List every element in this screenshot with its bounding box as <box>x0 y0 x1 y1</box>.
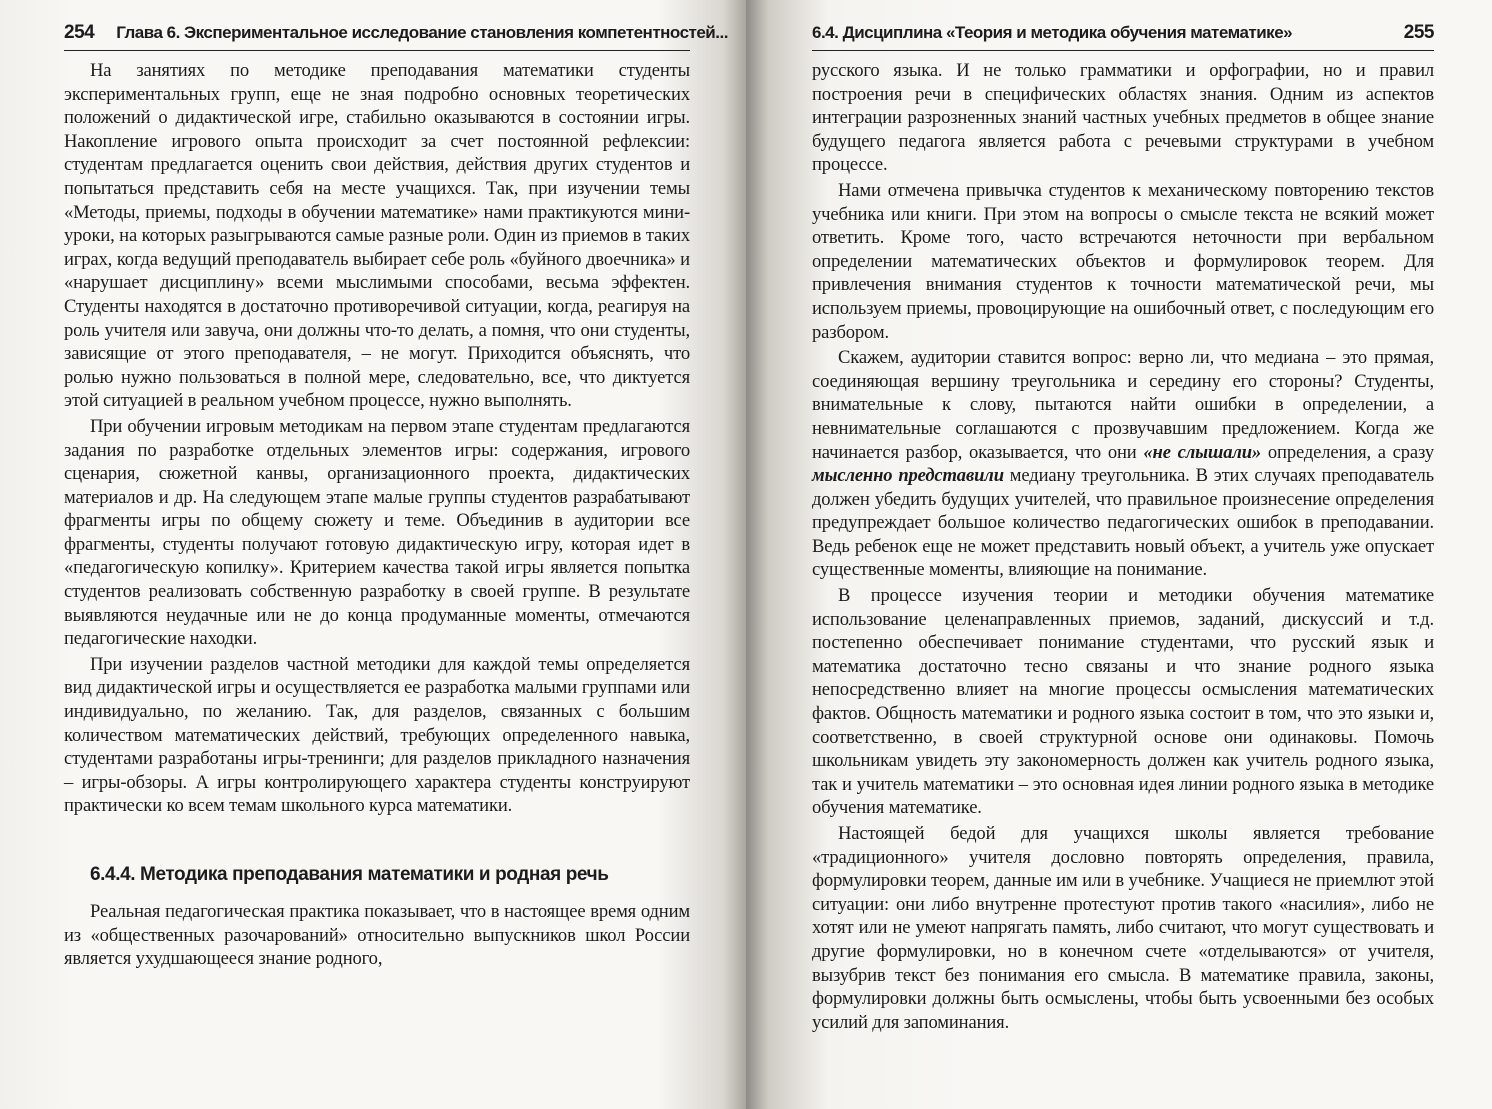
paragraph-continuation: русского языка. И не только грамматики и орфографии, но и правил построения речи в специфических областях знания. Одним из аспектов интеграции разрозненных знаний частных учебных предметов в общее знание будущего педагога является работа с речевыми структурами в учебном процессе. <box>812 60 1434 176</box>
emphasis: мысленно представили <box>812 465 1004 487</box>
paragraph: В процессе изучения теории и методики обучения математике использование целенаправленных приемов, заданий, дискуссий и т.д. постепенно обеспечивает понимание студентами, что русский язык и математика достаточно тесно связаны и что знание родного языка непосредственно влияет на многие процессы осмысления математических фактов. Общность математики и родного языка состоит в том, что это языки и, соответственно, в своей структурной основе они одинаковы. Помочь школьникам увидеть эту закономерность должен как учитель родного языка, так и учитель математики – это основная идея линии родного языка в методике обучения математике. <box>812 585 1434 819</box>
text-run: определения, а сразу <box>1261 441 1434 463</box>
page-number-left: 254 <box>64 22 95 43</box>
section-heading: 6.4.4. Методика преподавания математики и родная речь <box>90 864 609 885</box>
running-head-left: Глава 6. Экспериментальное исследование становления компетентностей... <box>116 23 728 42</box>
text-run: медиану треугольника. В этих случаях преподаватель должен убедить будущих учителей, что правильное произнесение определения предупреждает большое количество педагогических ошибок в преподавании. Ведь ребенок еще не может представить новый объект, а учитель уже опускает существенные моменты, влияющие на понимание. <box>812 465 1434 581</box>
paragraph: Реальная педагогическая практика показывает, что в настоящее время одним из «общественных разочарований» относительно выпускников школ России является ухудшающееся знание родного, <box>64 901 690 970</box>
paragraph: Нами отмечена привычка студентов к механическому повторению текстов учебника или книги. При этом на вопросы о смысле текста не всякий может ответить. Кроме того, часто встречаются неточности при вербальном определении математических объектов и формулировок теорем. Для привлечения внимания студентов к точности математической речи, мы используем приемы, провоцирующие на ошибочный ответ, с последующим его разбором. <box>812 179 1434 343</box>
paragraph: При обучении игровым методикам на первом этапе студентам предлагаются задания по разработке отдельных элементов игры: содержания, игрового сценария, сюжетной канвы, организационного проекта, дидактических материалов и др. На следующем этапе малые группы студентов разрабатывают фрагменты игры по общему сюжету и теме. Объединив в аудитории все фрагменты, студенты получают готовую дидактическую игру, которая идет в «педагогическую копилку». Критерием качества такой игры является попытка студентов реализовать собственную разработку в своей группе. В результате выявляются неудачные или не до конца продуманные моменты, отмечаются педагогические находки. <box>64 415 690 650</box>
running-head-right: 6.4. Дисциплина «Теория и методика обучения математике» <box>812 23 1293 42</box>
paragraph: При изучении разделов частной методики для каждой темы определяется вид дидактической игры и осуществляется ее разработка малыми группами или индивидуально, по желанию. Так, для разделов, связанных с большим количеством математических действий, требующих определенного навыка, студентами разработаны игры-тренинги; для разделов прикладного назначения – игры-обзоры. А игры контролирующего характера студенты конструируют практически ко всем темам школьного курса математики. <box>64 653 690 817</box>
left-page-header <box>64 22 728 51</box>
page-number-right: 255 <box>1403 22 1434 43</box>
paragraph-median <box>812 346 1434 582</box>
right-page-header <box>812 22 1434 51</box>
text-run: Скажем, аудитории ставится вопрос: верно ли, что медиана – это прямая, соединяющая вершину треугольника и середину его стороны? Студенты, внимательные к слову, пытаются найти ошибки в определении, а невнимательные соглашаются с прозвучавшим предложением. Когда же начинается разбор, оказывается, что они <box>812 347 1434 463</box>
paragraph: На занятиях по методике преподавания математики студенты экспериментальных групп, еще не зная подробно основных теоретических положений о дидактической игре, стабильно оказываются в состоянии игры. Накопление игрового опыта происходит за счет постоянной рефлексии: студентам предлагается оценить свои действия, действия других студентов и попытаться представить себя на месте учащихся. Так, при изучении темы «Методы, приемы, подходы в обучении математике» нами практикуются мини-уроки, на которых разыгрываются самые разные роли. Один из приемов в таких играх, когда ведущий преподаватель выбирает себе роль «буйного двоечника» и «нарушает дисциплину» всеми мыслимыми способами, весьма эффектен. Студенты находятся в достаточно противоречивой ситуации, когда, реагируя на роль учителя или завуча, они должны что-то делать, а помня, что они студенты, зависящие от этого преподавателя, – не могут. Приходится объяснять, что ролью нужно пользоваться в полной мере, следовательно, все, что диктуется этой ситуацией в реальном учебном процессе, нужно выполнять. <box>64 60 690 412</box>
right-page <box>746 0 1492 1109</box>
emphasis: «не слышали» <box>1143 441 1262 463</box>
paragraph: Настоящей бедой для учащихся школы является требование «традиционного» учителя дословно повторять определения, правила, формулировки теорем, данные им или в учебнике. Учащиеся не приемлют этой ситуации: они либо внутренне протестуют против такого «насилия», либо не хотят или не умеют напрягать память, либо считают, что могут существовать и другие формулировки, но в конечном счете «отделываются» от учителя, вызубрив текст без понимания его смысла. В математике правила, законы, формулировки должны быть осмыслены, чтобы быть усвоенными без особых усилий для запоминания. <box>812 823 1434 1033</box>
